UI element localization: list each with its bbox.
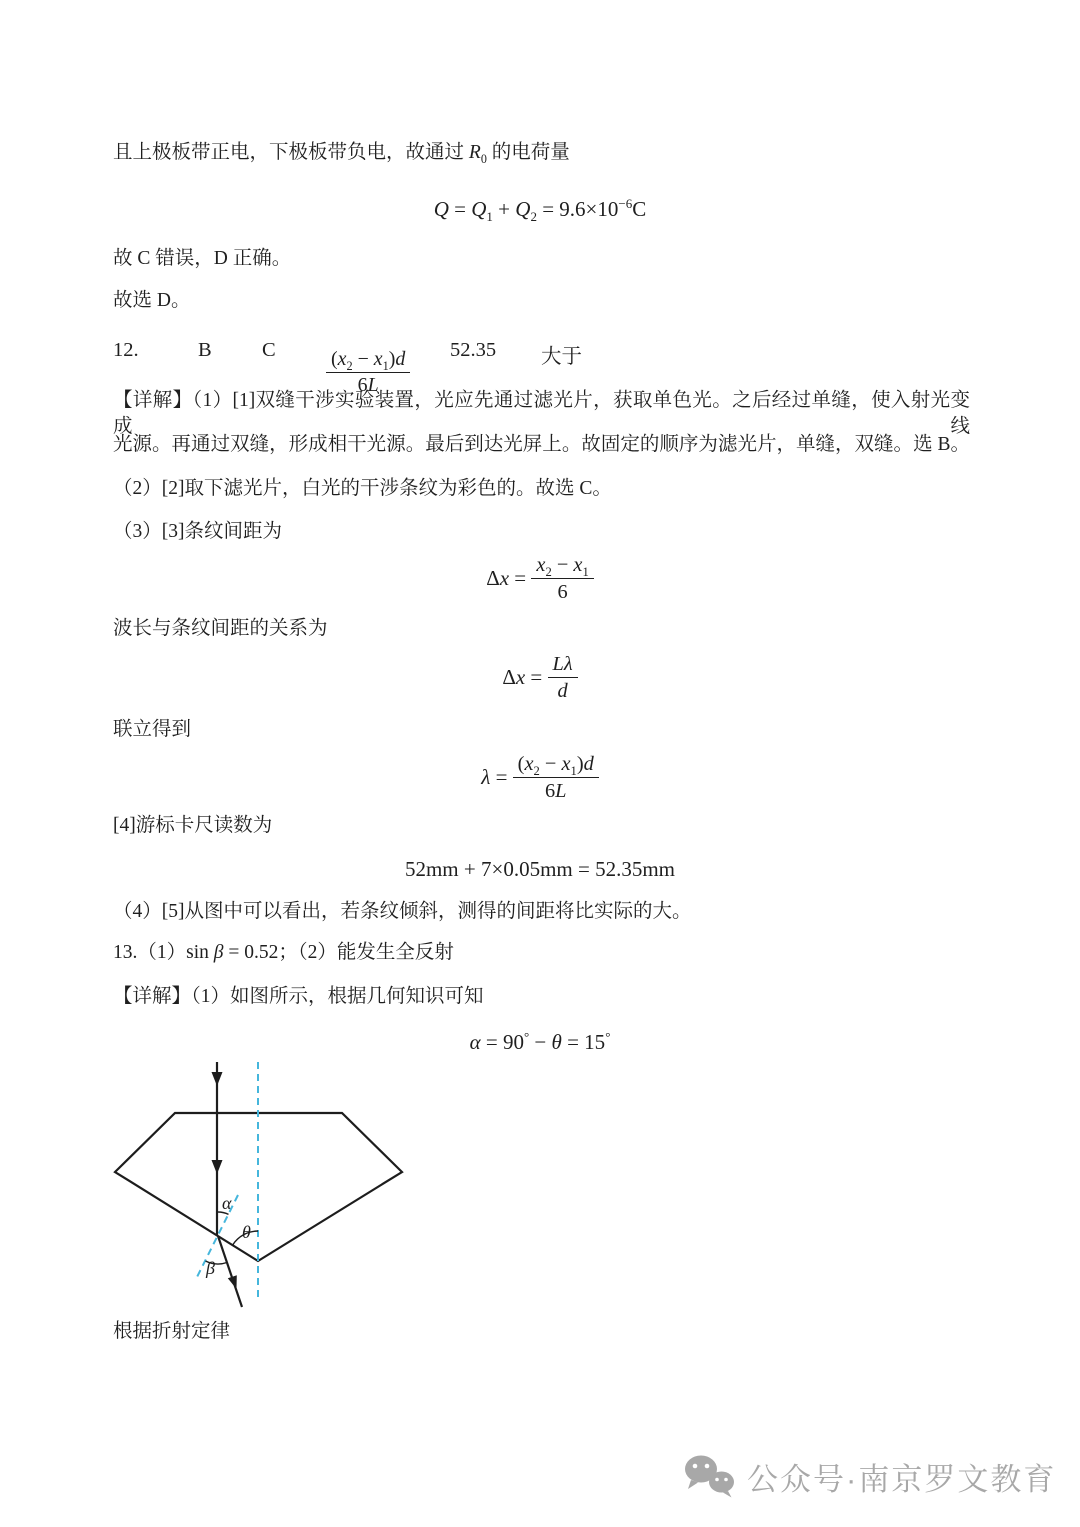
text-line-question4-5: （4）[5]从图中可以看出，若条纹倾斜，测得的间距将比实际的大。 xyxy=(113,901,692,922)
refracted-ray xyxy=(218,1236,242,1307)
text-line-cd-judgement: 故 C 错误，D 正确。 xyxy=(113,248,292,269)
text-line-detail2: 【详解】（1）如图所示，根据几何知识可知 xyxy=(113,986,484,1007)
answer-12-blank-1: B xyxy=(198,339,212,361)
alpha-label: α xyxy=(222,1193,232,1213)
answer-12-number: 12. xyxy=(113,339,139,361)
formula-total-charge: $Q = Q_1 + Q_2 = 9.6\times 10^{-6}C$ xyxy=(433,196,647,225)
refracted-ray-arrowhead xyxy=(228,1275,237,1289)
answer-12-blank-5-comparison: 大于 xyxy=(541,346,582,368)
text-line-answer-13: 13.（1）sin β = 0.52；（2）能发生全反射 xyxy=(113,942,454,963)
text-line-charge-statement: 且上极板带正电，下极板带负电，故通过 $R_0$ 的电荷量 xyxy=(113,142,570,166)
answer-row-12 xyxy=(0,322,1080,397)
theta-label: θ xyxy=(242,1222,251,1242)
text-line-refraction-law: 根据折射定律 xyxy=(113,1321,231,1342)
text-line-combine: 联立得到 xyxy=(113,719,192,740)
footer-text: 公众号·南京罗文教育 xyxy=(747,1461,1057,1497)
text-line-detail1-1: 【详解】（1）[1]双缝干涉实验装置，光应先通过滤光片，获取单色光。之后经过单缝，使入射光变成线 xyxy=(113,390,970,437)
answer-12-blank-3-fraction: $\frac{(x_2 - x_1)d}{6L}$ xyxy=(326,350,410,400)
text-line-vernier-label: [4]游标卡尺读数为 xyxy=(113,815,273,836)
formula-alpha-angle: α = 90° − θ = 15° xyxy=(469,1029,611,1054)
beta-label: β xyxy=(206,1258,215,1278)
text-line-wavelength-relation: 波长与条纹间距的关系为 xyxy=(113,618,328,639)
incident-ray-arrowhead-1 xyxy=(212,1072,223,1086)
wechat-icon xyxy=(683,1452,737,1500)
footer-watermark xyxy=(683,1452,1056,1500)
text-line-detail1-4: （3）[3]条纹间距为 xyxy=(113,521,282,542)
text-line-choose-d: 故选 D。 xyxy=(113,290,191,311)
answer-12-blank-2: C xyxy=(262,339,276,361)
formula-fringe-spacing: Δx = $\frac{x_2 - x_1}{6}$ xyxy=(0,549,1080,607)
incident-ray-arrowhead-2 xyxy=(212,1160,223,1174)
formula-wavelength-spacing: Δx = $\frac{L\lambda}{d}$ xyxy=(0,648,1080,706)
prism-refraction-diagram xyxy=(100,1050,420,1320)
answer-12-blank-4-reading: 52.35 xyxy=(450,339,497,361)
text-line-detail1-3: （2）[2]取下滤光片，白光的干涉条纹为彩色的。故选 C。 xyxy=(113,478,612,499)
formula-vernier-reading: 52mm + 7×0.05mm = 52.35mm xyxy=(404,857,676,881)
formula-lambda-result: λ = $\frac{(x_2 - x_1)d}{6L}$ xyxy=(0,748,1080,806)
text-line-detail1-2: 光源。再通过双缝，形成相干光源。最后到达光屏上。故固定的顺序为滤光片，单缝，双缝。选 B。 xyxy=(113,434,970,455)
